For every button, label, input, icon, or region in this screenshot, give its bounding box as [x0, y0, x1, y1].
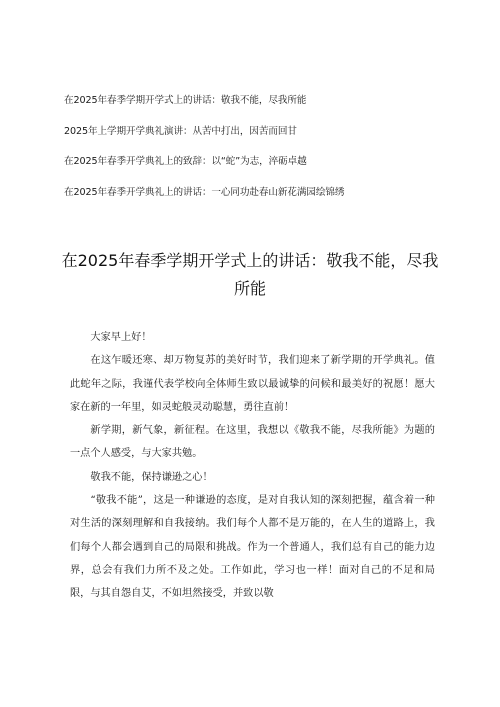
- toc-list: [64, 94, 464, 216]
- body-paragraph: 敬我不能，保持谦逊之心！: [90, 471, 213, 483]
- body-paragraph: 在这乍暖还寒、却万物复苏的美好时节，我们迎来了新学期的开学典礼。值此蛇年之际，我谨代表学校向全体师生致以最诚挚的问候和最美好的祝愿！愿大家在新的一年里，如灵蛇般灵动聪慧，勇往直前！: [70, 355, 435, 413]
- toc-item[interactable]: 在2025年春季学期开学式上的讲话：敬我不能，尽我所能: [64, 95, 307, 106]
- document-title: 在2025年春季学期开学式上的讲话：敬我不能，尽我所能: [61, 251, 439, 298]
- toc-item[interactable]: 2025年上学期开学典礼演讲：从苦中打出，因苦而回甘: [64, 125, 297, 137]
- toc-item[interactable]: 在2025年春季开学典礼上的致辞：以“蛇”为志，淬砺卓越: [64, 156, 307, 167]
- body-paragraph: 大家早上好！: [90, 332, 152, 343]
- document-body: [70, 326, 435, 606]
- toc-item[interactable]: 在2025年春季开学典礼上的讲话：一心同功赴春山新花满园绘锦绣: [64, 186, 345, 198]
- body-paragraph: “敬我不能”，这是一种谦逊的态度，是对自我认知的深刻把握，蕴含着一种对生活的深刻理解和自我接纳。我们每个人都不是万能的，在人生的道路上，我们每个人都会遇到自己的局限和挑战。作为一个普通人，我们总有自己的能力边界，总会有我们力所不及之处。工作如此，学习也一样！面对自己的不足和局限，与其自怨自艾，不如坦然接受，并致以敬: [70, 495, 435, 600]
- body-paragraph: 新学期，新气象，新征程。在这里，我想以《敬我不能，尽我所能》为题的一点个人感受，与大家共勉。: [70, 425, 435, 460]
